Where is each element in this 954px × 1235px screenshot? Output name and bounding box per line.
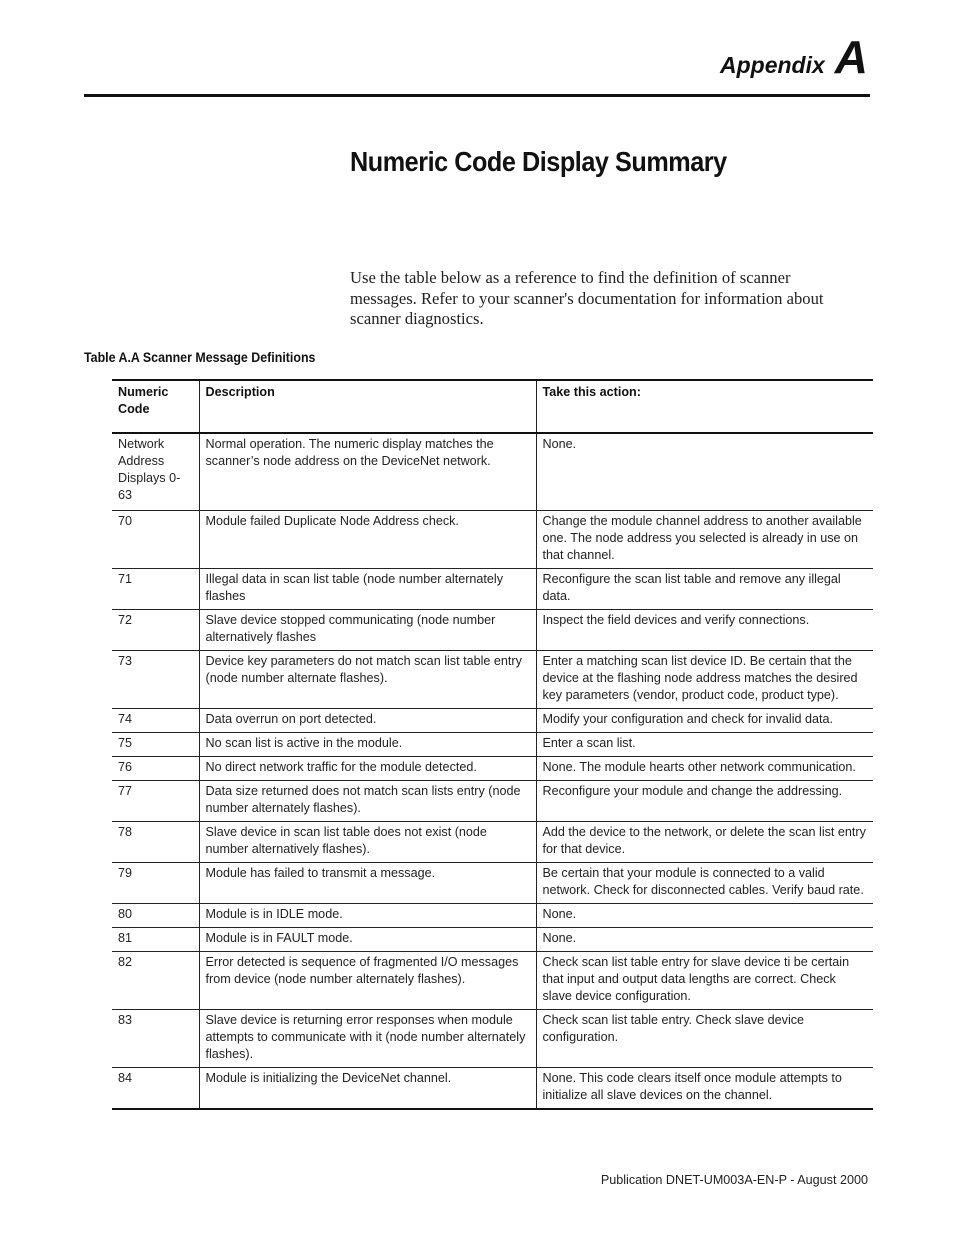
cell-action: Reconfigure your module and change the addressing. — [536, 781, 873, 822]
cell-description: Module is initializing the DeviceNet channel. — [199, 1068, 536, 1110]
appendix-word: Appendix — [719, 52, 825, 78]
table-row — [112, 511, 873, 569]
cell-description: Module has failed to transmit a message. — [199, 863, 536, 904]
cell-description: Module is in FAULT mode. — [199, 928, 536, 952]
table-row — [112, 733, 873, 757]
cell-description: Illegal data in scan list table (node number alternately flashes — [199, 569, 536, 610]
cell-description: No direct network traffic for the module detected. — [199, 757, 536, 781]
cell-description: Slave device is returning error responses when module attempts to communicate with it (node number alternately flashes). — [199, 1010, 536, 1068]
cell-code: 79 — [112, 863, 199, 904]
table-row — [112, 952, 873, 1010]
table-row — [112, 433, 873, 511]
table-row — [112, 569, 873, 610]
scanner-message-table — [112, 379, 873, 1110]
cell-description: No scan list is active in the module. — [199, 733, 536, 757]
cell-description: Data overrun on port detected. — [199, 709, 536, 733]
table-row — [112, 1010, 873, 1068]
column-header-description: Description — [199, 380, 536, 433]
column-header-code: Numeric Code — [112, 380, 199, 433]
cell-action: None. This code clears itself once module attempts to initialize all slave devices on the channel. — [536, 1068, 873, 1110]
cell-action: Check scan list table entry. Check slave device configuration. — [536, 1010, 873, 1068]
table-header-row — [112, 380, 873, 433]
cell-description: Error detected is sequence of fragmented I/O messages from device (node number alternately flashes). — [199, 952, 536, 1010]
cell-action: Be certain that your module is connected to a valid network. Check for disconnected cables. Verify baud rate. — [536, 863, 873, 904]
cell-action: Enter a scan list. — [536, 733, 873, 757]
cell-action: Check scan list table entry for slave device ti be certain that input and output data lengths are correct. Check slave device configuration. — [536, 952, 873, 1010]
cell-code: 75 — [112, 733, 199, 757]
cell-description: Slave device stopped communicating (node number alternatively flashes — [199, 610, 536, 651]
cell-description: Device key parameters do not match scan list table entry (node number alternate flashes). — [199, 651, 536, 709]
cell-action: None. — [536, 433, 873, 511]
publication-footer: Publication DNET-UM003A-EN-P - August 2000 — [600, 1173, 868, 1187]
table-row — [112, 781, 873, 822]
cell-action: None. — [536, 904, 873, 928]
cell-action: Change the module channel address to another available one. The node address you selected is already in use on that channel. — [536, 511, 873, 569]
cell-code: 83 — [112, 1010, 199, 1068]
cell-description: Normal operation. The numeric display matches the scanner’s node address on the DeviceNet network. — [199, 433, 536, 511]
table-row — [112, 709, 873, 733]
table-row — [112, 863, 873, 904]
cell-code: 74 — [112, 709, 199, 733]
cell-action: Inspect the field devices and verify connections. — [536, 610, 873, 651]
cell-action: Reconfigure the scan list table and remove any illegal data. — [536, 569, 873, 610]
cell-action: Modify your configuration and check for invalid data. — [536, 709, 873, 733]
cell-description: Slave device in scan list table does not exist (node number alternatively flashes). — [199, 822, 536, 863]
table-caption: Table A.A Scanner Message Definitions — [84, 350, 316, 365]
cell-action: Add the device to the network, or delete the scan list entry for that device. — [536, 822, 873, 863]
cell-code: Network Address Displays 0-63 — [112, 433, 199, 511]
cell-code: 80 — [112, 904, 199, 928]
cell-code: 72 — [112, 610, 199, 651]
column-header-action: Take this action: — [536, 380, 873, 433]
appendix-heading — [719, 31, 868, 83]
table-row — [112, 904, 873, 928]
cell-code: 82 — [112, 952, 199, 1010]
table-row — [112, 822, 873, 863]
cell-code: 71 — [112, 569, 199, 610]
cell-code: 73 — [112, 651, 199, 709]
table-row — [112, 757, 873, 781]
cell-action: None. — [536, 928, 873, 952]
cell-description: Data size returned does not match scan lists entry (node number alternately flashes). — [199, 781, 536, 822]
table-row — [112, 928, 873, 952]
appendix-letter: A — [834, 31, 868, 83]
cell-code: 84 — [112, 1068, 199, 1110]
table-row — [112, 651, 873, 709]
cell-description: Module is in IDLE mode. — [199, 904, 536, 928]
table-row — [112, 610, 873, 651]
cell-code: 81 — [112, 928, 199, 952]
cell-code: 76 — [112, 757, 199, 781]
cell-action: Enter a matching scan list device ID. Be certain that the device at the flashing node address matches the desired key parameters (vendor, product code, product type). — [536, 651, 873, 709]
cell-description: Module failed Duplicate Node Address check. — [199, 511, 536, 569]
cell-action: None. The module hearts other network communication. — [536, 757, 873, 781]
table-row — [112, 1068, 873, 1110]
intro-paragraph: Use the table below as a reference to find the definition of scanner messages. Refer to your scanner's documentation for information about scanner diagnostics. — [350, 268, 824, 329]
cell-code: 78 — [112, 822, 199, 863]
cell-code: 77 — [112, 781, 199, 822]
cell-code: 70 — [112, 511, 199, 569]
header-rule — [84, 94, 870, 97]
page-title: Numeric Code Display Summary — [350, 146, 727, 177]
